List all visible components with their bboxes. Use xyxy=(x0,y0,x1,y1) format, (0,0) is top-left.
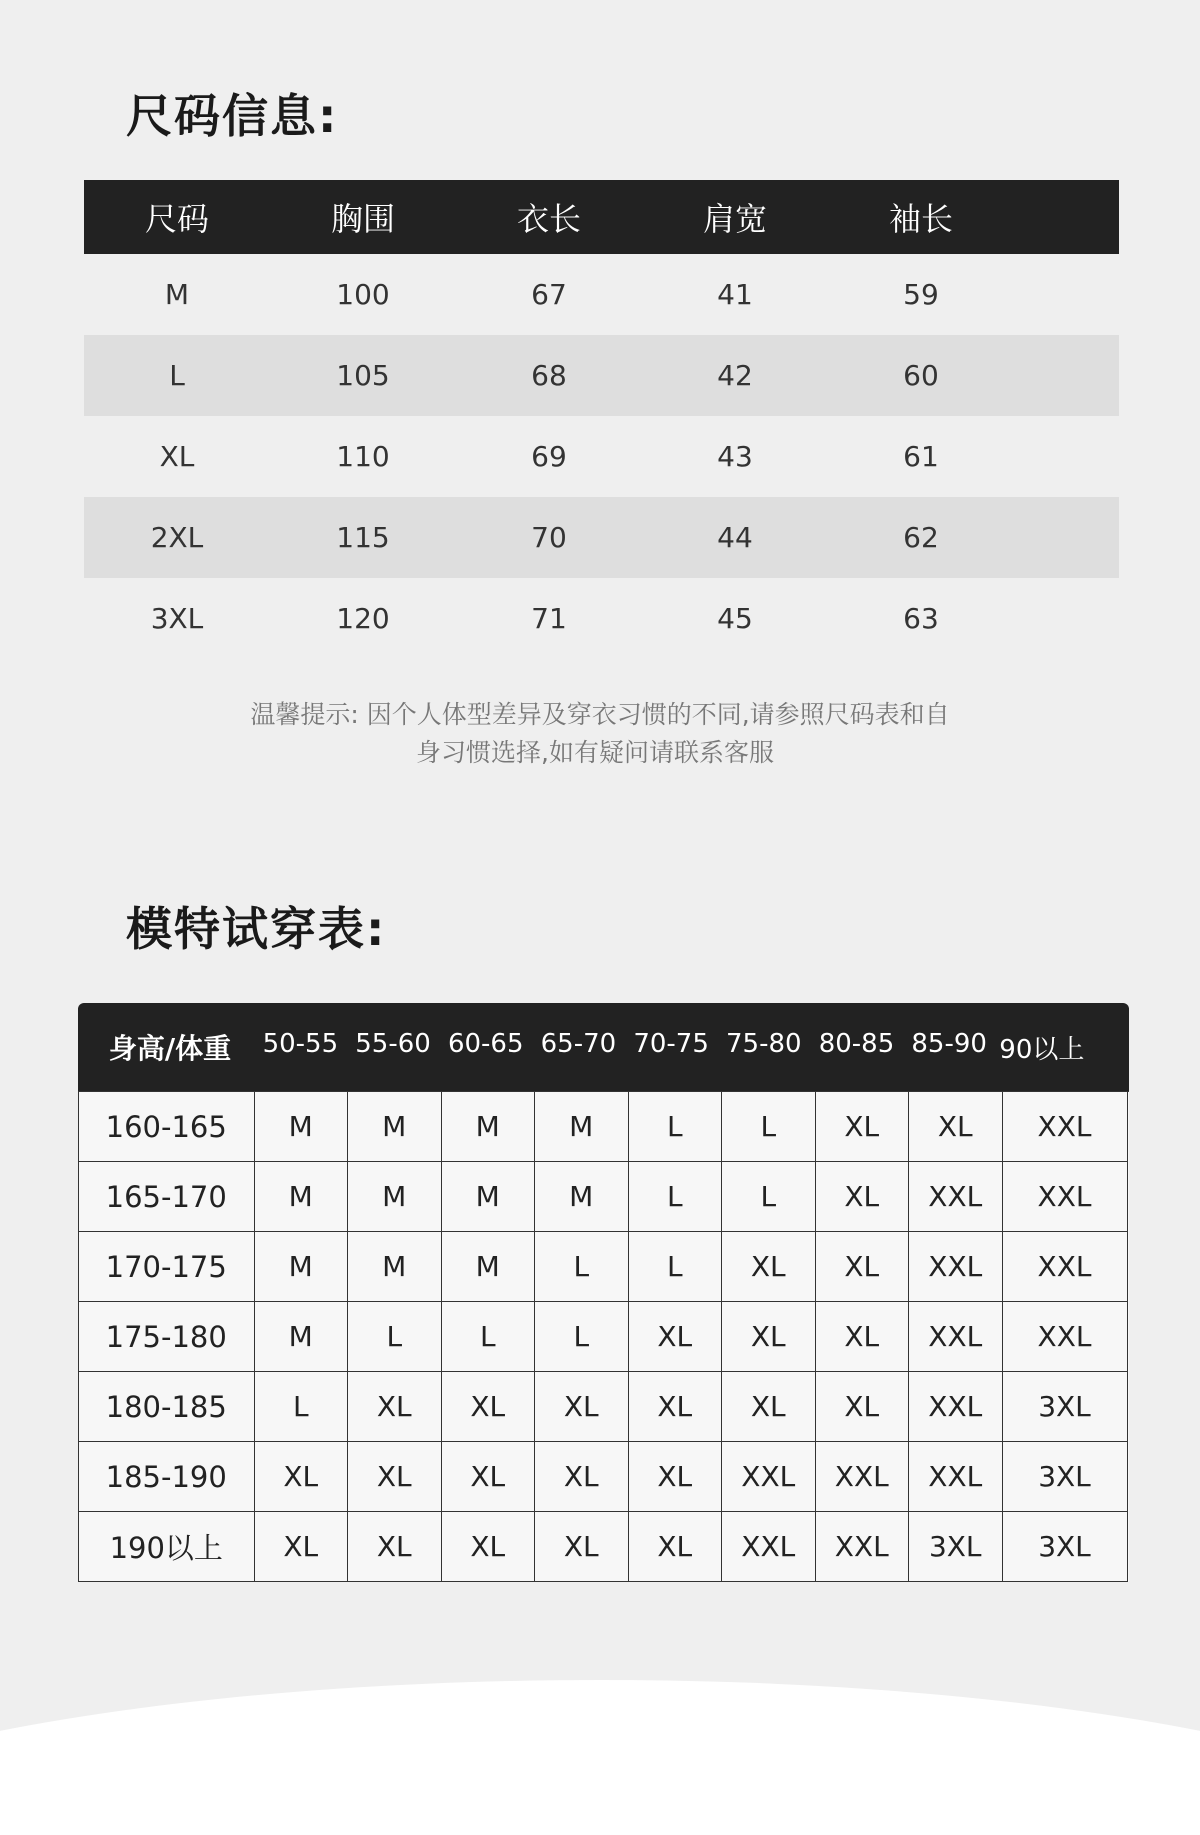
recommended-size-cell: XL xyxy=(442,1512,536,1582)
recommended-size-cell: M xyxy=(535,1162,629,1232)
recommended-size-cell: XL xyxy=(816,1162,910,1232)
recommended-size-cell: M xyxy=(255,1092,349,1162)
recommended-size-cell: M xyxy=(348,1092,442,1162)
model-table-row xyxy=(79,1092,1129,1162)
header-weight-range: 70-75 xyxy=(633,1028,709,1059)
header-size: 尺码 xyxy=(144,200,209,238)
size-table-row xyxy=(84,416,1119,497)
recommended-size-cell: XL xyxy=(722,1232,816,1302)
header-weight-range: 80-85 xyxy=(818,1028,895,1059)
size-table-cell: 3XL xyxy=(150,602,204,635)
recommended-size-cell: XL xyxy=(442,1372,536,1442)
size-table-row xyxy=(84,497,1119,578)
recommended-size-cell: L xyxy=(348,1302,442,1372)
size-table-cell: 45 xyxy=(717,602,753,635)
recommended-size-cell: XXL xyxy=(909,1302,1003,1372)
recommended-size-cell: XL xyxy=(629,1302,723,1372)
size-info-title: 尺码信息: xyxy=(126,89,339,143)
recommended-size-cell: XL xyxy=(909,1092,1003,1162)
size-table-cell: 67 xyxy=(531,278,567,311)
size-table-header xyxy=(84,180,1119,254)
recommended-size-cell: XL xyxy=(255,1442,349,1512)
recommended-size-cell: 3XL xyxy=(1003,1512,1128,1582)
size-table-cell: 70 xyxy=(531,521,567,554)
recommended-size-cell: XXL xyxy=(1003,1232,1128,1302)
header-height-weight: 身高/体重 xyxy=(108,1032,232,1065)
size-table-cell: 100 xyxy=(336,278,390,311)
recommended-size-cell: M xyxy=(255,1302,349,1372)
model-table-row xyxy=(79,1232,1129,1302)
recommended-size-cell: M xyxy=(535,1092,629,1162)
recommended-size-cell: L xyxy=(442,1302,536,1372)
recommended-size-cell: XL xyxy=(255,1512,349,1582)
recommended-size-cell: XL xyxy=(816,1372,910,1442)
header-weight-range: 85-90 xyxy=(911,1028,987,1059)
recommended-size-cell: L xyxy=(535,1302,629,1372)
size-table-cell: 59 xyxy=(903,278,939,311)
model-table-row xyxy=(79,1302,1129,1372)
recommended-size-cell: XXL xyxy=(722,1442,816,1512)
model-table-row xyxy=(79,1372,1129,1442)
header-length: 衣长 xyxy=(516,200,581,238)
size-table-cell: 61 xyxy=(903,440,939,473)
size-table-cell: 68 xyxy=(531,359,567,392)
header-weight-range: 60-65 xyxy=(447,1028,524,1059)
size-table-row xyxy=(84,254,1119,335)
recommended-size-cell: XL xyxy=(629,1442,723,1512)
size-table-row xyxy=(84,578,1119,659)
recommended-size-cell: XL xyxy=(816,1092,910,1162)
model-table-row xyxy=(79,1442,1129,1512)
height-range-cell: 170-175 xyxy=(79,1232,255,1302)
recommended-size-cell: XL xyxy=(722,1302,816,1372)
header-weight-range: 90以上 xyxy=(999,1034,1085,1065)
recommended-size-cell: XL xyxy=(535,1442,629,1512)
recommended-size-cell: XXL xyxy=(722,1512,816,1582)
recommended-size-cell: XXL xyxy=(1003,1092,1128,1162)
recommended-size-cell: 3XL xyxy=(1003,1372,1128,1442)
recommended-size-cell: XL xyxy=(442,1442,536,1512)
recommended-size-cell: XL xyxy=(348,1372,442,1442)
height-range-cell: 190以上 xyxy=(79,1512,255,1582)
recommended-size-cell: L xyxy=(629,1232,723,1302)
recommended-size-cell: M xyxy=(442,1162,536,1232)
size-table-cell: 62 xyxy=(903,521,939,554)
recommended-size-cell: M xyxy=(255,1162,349,1232)
recommended-size-cell: XXL xyxy=(816,1512,910,1582)
size-table-cell: 42 xyxy=(717,359,753,392)
size-table xyxy=(84,180,1119,659)
size-table-cell: 110 xyxy=(336,440,390,473)
size-table-cell: 2XL xyxy=(150,521,204,554)
recommended-size-cell: L xyxy=(722,1092,816,1162)
header-weight-range: 75-80 xyxy=(726,1028,802,1059)
recommended-size-cell: XXL xyxy=(909,1162,1003,1232)
model-fit-title: 模特试穿表: xyxy=(126,902,387,956)
bottom-decorative-arc xyxy=(0,1680,1200,1835)
header-weight-range: 55-60 xyxy=(355,1028,431,1059)
recommended-size-cell: L xyxy=(629,1092,723,1162)
tip-line-1: 温馨提示: 因个人体型差异及穿衣习惯的不同,请参照尺码表和自 xyxy=(250,700,950,729)
height-range-cell: 180-185 xyxy=(79,1372,255,1442)
recommended-size-cell: L xyxy=(535,1232,629,1302)
recommended-size-cell: M xyxy=(255,1232,349,1302)
size-table-cell: 63 xyxy=(903,602,939,635)
size-tip xyxy=(0,696,1200,772)
recommended-size-cell: M xyxy=(442,1232,536,1302)
header-weight-range: 65-70 xyxy=(540,1028,617,1059)
recommended-size-cell: M xyxy=(442,1092,536,1162)
size-table-cell: XL xyxy=(159,440,195,473)
model-table-body xyxy=(78,1091,1129,1582)
tip-line-2: 身习惯选择,如有疑问请联系客服 xyxy=(416,738,774,767)
size-table-cell: 43 xyxy=(717,440,753,473)
size-table-cell: 44 xyxy=(717,521,753,554)
recommended-size-cell: XL xyxy=(629,1372,723,1442)
recommended-size-cell: L xyxy=(629,1162,723,1232)
recommended-size-cell: XXL xyxy=(909,1372,1003,1442)
model-fit-table xyxy=(78,1003,1129,1582)
recommended-size-cell: XL xyxy=(629,1512,723,1582)
recommended-size-cell: L xyxy=(255,1372,349,1442)
recommended-size-cell: XL xyxy=(722,1372,816,1442)
recommended-size-cell: XXL xyxy=(1003,1162,1128,1232)
recommended-size-cell: XL xyxy=(535,1512,629,1582)
recommended-size-cell: XXL xyxy=(909,1232,1003,1302)
recommended-size-cell: XL xyxy=(348,1512,442,1582)
header-sleeve: 袖长 xyxy=(888,200,953,238)
size-table-cell: 120 xyxy=(336,602,390,635)
recommended-size-cell: 3XL xyxy=(909,1512,1003,1582)
size-table-cell: 41 xyxy=(717,278,753,311)
recommended-size-cell: XXL xyxy=(909,1442,1003,1512)
recommended-size-cell: L xyxy=(722,1162,816,1232)
recommended-size-cell: XXL xyxy=(816,1442,910,1512)
size-table-cell: 69 xyxy=(531,440,567,473)
height-range-cell: 175-180 xyxy=(79,1302,255,1372)
recommended-size-cell: 3XL xyxy=(1003,1442,1128,1512)
size-table-cell: 115 xyxy=(336,521,390,554)
header-weight-range: 50-55 xyxy=(262,1028,339,1059)
size-table-cell: L xyxy=(169,359,185,392)
height-range-cell: 165-170 xyxy=(79,1162,255,1232)
header-chest: 胸围 xyxy=(330,200,395,238)
recommended-size-cell: XL xyxy=(535,1372,629,1442)
size-table-cell: 105 xyxy=(336,359,390,392)
height-range-cell: 160-165 xyxy=(79,1092,255,1162)
model-table-row xyxy=(79,1162,1129,1232)
header-shoulder: 肩宽 xyxy=(702,200,767,238)
size-table-cell: M xyxy=(164,278,190,311)
recommended-size-cell: XL xyxy=(816,1302,910,1372)
recommended-size-cell: M xyxy=(348,1162,442,1232)
recommended-size-cell: XL xyxy=(816,1232,910,1302)
recommended-size-cell: M xyxy=(348,1232,442,1302)
model-table-row xyxy=(79,1512,1129,1582)
model-table-header xyxy=(78,1003,1129,1091)
height-range-cell: 185-190 xyxy=(79,1442,255,1512)
size-table-row xyxy=(84,335,1119,416)
recommended-size-cell: XL xyxy=(348,1442,442,1512)
size-table-cell: 71 xyxy=(531,602,567,635)
size-table-cell: 60 xyxy=(903,359,939,392)
recommended-size-cell: XXL xyxy=(1003,1302,1128,1372)
